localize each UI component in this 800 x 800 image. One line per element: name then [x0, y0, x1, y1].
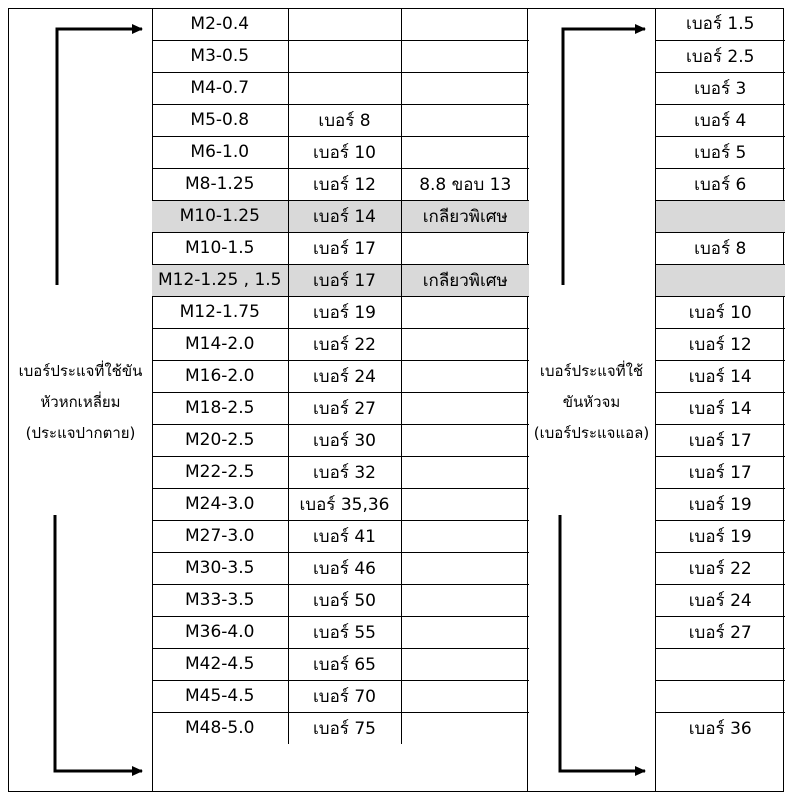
allen-size-cell: เบอร์ 22	[656, 552, 785, 584]
allen-wrench-label-line: ขันหัวจม	[562, 393, 621, 411]
thread-size-cell: M45-4.5	[152, 680, 288, 712]
allen-size-cell: เบอร์ 36	[656, 712, 785, 744]
allen-size-cell: เบอร์ 10	[656, 296, 785, 328]
hex-wrench-label-line: หัวหกเหลี่ยม	[40, 393, 121, 411]
hex-wrench-cell: เบอร์ 32	[288, 456, 401, 488]
hex-wrench-label-line: (ประแจปากตาย)	[25, 424, 136, 442]
thread-size-cell: M2-0.4	[152, 8, 288, 40]
top-left-arrow-icon	[57, 29, 142, 285]
hex-wrench-cell: เบอร์ 55	[288, 616, 401, 648]
thread-size-cell: M22-2.5	[152, 456, 288, 488]
allen-size-cell: เบอร์ 17	[656, 456, 785, 488]
hex-wrench-cell: เบอร์ 50	[288, 584, 401, 616]
allen-wrench-label-line: เบอร์ประแจที่ใช้	[539, 362, 644, 380]
hex-wrench-cell: เบอร์ 10	[288, 136, 401, 168]
allen-size-cell: เบอร์ 27	[656, 616, 785, 648]
allen-size-cell: เบอร์ 6	[656, 168, 785, 200]
thread-size-cell: M48-5.0	[152, 712, 288, 744]
hex-wrench-cell: เบอร์ 12	[288, 168, 401, 200]
hex-wrench-cell: เบอร์ 35,36	[288, 488, 401, 520]
thread-size-cell: M12-1.75	[152, 296, 288, 328]
hex-wrench-label-line: เบอร์ประแจที่ใช้ขัน	[18, 362, 143, 380]
hex-wrench-cell: เบอร์ 22	[288, 328, 401, 360]
allen-size-cell: เบอร์ 19	[656, 520, 785, 552]
hex-wrench-cell: เบอร์ 17	[288, 264, 401, 296]
allen-size-cell: เบอร์ 2.5	[656, 40, 785, 72]
allen-size-cell: เบอร์ 19	[656, 488, 785, 520]
thread-size-cell: M14-2.0	[152, 328, 288, 360]
thread-size-cell: M27-3.0	[152, 520, 288, 552]
allen-size-cell: เบอร์ 1.5	[656, 8, 785, 40]
allen-size-cell: เบอร์ 17	[656, 424, 785, 456]
allen-size-cell: เบอร์ 3	[656, 72, 785, 104]
allen-size-cell: เบอร์ 24	[656, 584, 785, 616]
thread-size-cell: M24-3.0	[152, 488, 288, 520]
hex-wrench-cell: เบอร์ 75	[288, 712, 401, 744]
thread-size-cell: M10-1.25	[152, 200, 288, 232]
thread-size-cell: M8-1.25	[152, 168, 288, 200]
hex-wrench-cell: เบอร์ 8	[288, 104, 401, 136]
note-cell: 8.8 ขอบ 13	[401, 168, 529, 200]
hex-wrench-cell: เบอร์ 24	[288, 360, 401, 392]
allen-size-cell: เบอร์ 14	[656, 392, 785, 424]
allen-wrench-label-line: (เบอร์ประแจแอล)	[533, 424, 650, 442]
thread-size-cell: M5-0.8	[152, 104, 288, 136]
hex-wrench-cell: เบอร์ 41	[288, 520, 401, 552]
hex-wrench-cell: เบอร์ 14	[288, 200, 401, 232]
thread-size-cell: M33-3.5	[152, 584, 288, 616]
hex-wrench-cell: เบอร์ 70	[288, 680, 401, 712]
hex-wrench-cell: เบอร์ 19	[288, 296, 401, 328]
allen-size-cell: เบอร์ 4	[656, 104, 785, 136]
thread-size-cell: M10-1.5	[152, 232, 288, 264]
hex-wrench-cell: เบอร์ 30	[288, 424, 401, 456]
thread-size-cell: M6-1.0	[152, 136, 288, 168]
thread-size-cell: M12-1.25 , 1.5	[152, 264, 288, 296]
note-cell: เกลียวพิเศษ	[401, 264, 529, 296]
thread-size-cell: M4-0.7	[152, 72, 288, 104]
note-cell: เกลียวพิเศษ	[401, 200, 529, 232]
thread-size-cell: M18-2.5	[152, 392, 288, 424]
allen-size-cell: เบอร์ 8	[656, 232, 785, 264]
hex-wrench-cell: เบอร์ 27	[288, 392, 401, 424]
hex-wrench-cell: เบอร์ 65	[288, 648, 401, 680]
allen-size-cell: เบอร์ 5	[656, 136, 785, 168]
hex-wrench-cell: เบอร์ 46	[288, 552, 401, 584]
bottom-right-arrow-icon	[560, 515, 645, 771]
allen-size-cell: เบอร์ 14	[656, 360, 785, 392]
thread-size-cell: M3-0.5	[152, 40, 288, 72]
allen-size-cell: เบอร์ 12	[656, 328, 785, 360]
top-right-arrow-icon	[563, 29, 645, 285]
thread-size-cell: M36-4.0	[152, 616, 288, 648]
hex-wrench-cell: เบอร์ 17	[288, 232, 401, 264]
thread-size-cell: M16-2.0	[152, 360, 288, 392]
thread-size-cell: M30-3.5	[152, 552, 288, 584]
thread-size-cell: M20-2.5	[152, 424, 288, 456]
thread-size-cell: M42-4.5	[152, 648, 288, 680]
bottom-left-arrow-icon	[55, 515, 142, 771]
